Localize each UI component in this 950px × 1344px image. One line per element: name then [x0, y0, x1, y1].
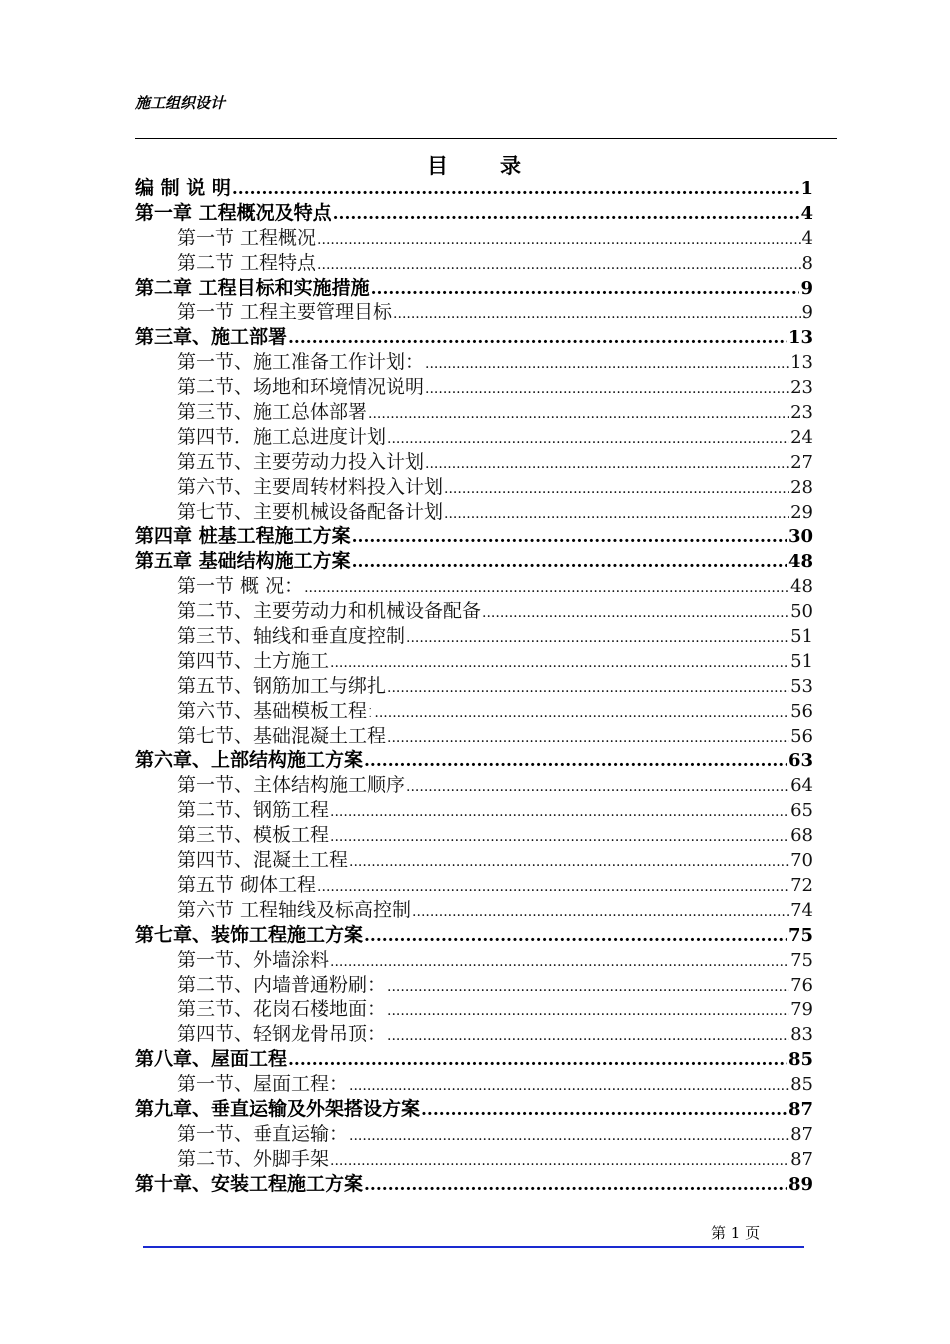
toc-section-entry[interactable] [135, 624, 813, 649]
toc-entry-label: 第六节、基础模板工程: [177, 699, 374, 722]
toc-entry-label: 第二节、钢筋工程 [177, 799, 330, 822]
toc-chapter-entry[interactable] [135, 549, 813, 574]
toc-section-entry[interactable] [135, 400, 813, 425]
toc-entry-label: 第三节、轴线和垂直度控制 [177, 625, 406, 648]
toc-entry-label: 第一节、施工准备工作计划： [177, 351, 425, 374]
toc-section-entry[interactable] [135, 350, 813, 375]
toc-dot-leader [304, 576, 789, 601]
toc-entry-label: 第五章 基础结构施工方案 [135, 550, 351, 573]
toc-entry-page: 87 [790, 1123, 813, 1145]
toc-dot-leader [232, 177, 800, 202]
toc-entry-page: 85 [787, 1049, 813, 1071]
toc-entry-page: 56 [790, 700, 813, 722]
toc-entry-label: 第一节 概 况： [177, 575, 304, 598]
toc-dot-leader [425, 377, 789, 402]
toc-section-entry[interactable] [135, 699, 813, 724]
toc-entry-page: 13 [787, 327, 813, 349]
toc-chapter-entry[interactable] [135, 176, 813, 201]
toc-entry-page: 65 [790, 800, 813, 822]
toc-dot-leader [330, 651, 789, 676]
toc-dot-leader [444, 477, 789, 502]
toc-dot-leader [349, 1124, 789, 1149]
toc-dot-leader [387, 999, 789, 1024]
toc-section-entry[interactable] [135, 848, 813, 873]
toc-entry-page: 30 [787, 526, 813, 548]
toc-entry-label: 第五节、主要劳动力投入计划 [177, 450, 425, 473]
toc-entry-label: 第一节 工程主要管理目标 [177, 301, 393, 324]
toc-entry-page: 83 [790, 1024, 813, 1046]
toc-section-entry[interactable] [135, 649, 813, 674]
toc-section-entry[interactable] [135, 823, 813, 848]
toc-chapter-entry[interactable] [135, 748, 813, 773]
toc-entry-page: 9 [800, 277, 813, 299]
toc-entry-label: 第四节、轻钢龙骨吊顶： [177, 1023, 387, 1046]
toc-section-entry[interactable] [135, 375, 813, 400]
toc-dot-leader [330, 825, 789, 850]
toc-dot-leader [387, 975, 789, 1000]
toc-section-entry[interactable] [135, 226, 813, 251]
toc-entry-page: 64 [790, 775, 813, 797]
header-rule [135, 138, 837, 139]
toc-entry-label: 第二节、场地和环境情况说明 [177, 376, 425, 399]
toc-entry-label: 第五节 砌体工程 [177, 873, 317, 896]
toc-dot-leader [349, 850, 789, 875]
toc-entry-page: 68 [790, 825, 813, 847]
footer-rule [143, 1246, 804, 1248]
footer-page-number: 第 1 页 [711, 1224, 761, 1242]
toc-dot-leader [387, 427, 789, 452]
toc-section-entry[interactable] [135, 798, 813, 823]
toc-chapter-entry[interactable] [135, 1172, 813, 1197]
toc-entry-label: 第四章 桩基工程施工方案 [135, 525, 351, 548]
toc-entry-label: 第一节、外墙涂料 [177, 948, 330, 971]
toc-entry-page: 75 [787, 924, 813, 946]
toc-entry-label: 第一章 工程概况及特点 [135, 201, 332, 224]
toc-dot-leader [288, 326, 787, 351]
table-of-contents [135, 176, 813, 1197]
document-header-title: 施工组织设计 [135, 94, 226, 112]
toc-entry-page: 27 [790, 451, 813, 473]
toc-dot-leader [288, 1048, 787, 1073]
toc-section-entry[interactable] [135, 1122, 813, 1147]
toc-entry-page: 50 [790, 601, 813, 623]
toc-entry-page: 29 [790, 501, 813, 523]
toc-dot-leader [364, 749, 787, 774]
toc-dot-leader [406, 626, 789, 651]
toc-dot-leader [387, 1024, 789, 1049]
toc-entry-page: 13 [790, 352, 813, 374]
toc-chapter-entry[interactable] [135, 1047, 813, 1072]
toc-entry-label: 第八章、屋面工程 [135, 1048, 288, 1071]
toc-section-entry[interactable] [135, 724, 813, 749]
toc-entry-label: 第三章、施工部署 [135, 326, 288, 349]
toc-section-entry[interactable] [135, 450, 813, 475]
toc-entry-label: 第九章、垂直运输及外架搭设方案 [135, 1097, 421, 1120]
toc-entry-label: 第四节、土方施工 [177, 649, 330, 672]
toc-entry-label: 第六节、主要周转材料投入计划 [177, 475, 444, 498]
toc-entry-page: 87 [787, 1098, 813, 1120]
toc-entry-page: 63 [787, 750, 813, 772]
toc-entry-page: 24 [790, 426, 813, 448]
toc-entry-label: 第五节、钢筋加工与绑扎 [177, 674, 387, 697]
toc-dot-leader [317, 253, 801, 278]
toc-entry-label: 第二章 工程目标和实施措施 [135, 276, 370, 299]
toc-entry-page: 85 [790, 1074, 813, 1096]
toc-entry-page: 56 [790, 725, 813, 747]
toc-section-entry[interactable] [135, 599, 813, 624]
toc-entry-label: 第七章、装饰工程施工方案 [135, 923, 364, 946]
toc-entry-label: 编 制 说 明 [135, 177, 231, 199]
toc-dot-leader [425, 452, 789, 477]
toc-dot-leader [421, 1098, 787, 1123]
toc-section-entry[interactable] [135, 674, 813, 699]
toc-chapter-entry[interactable] [135, 1097, 813, 1122]
toc-dot-leader [374, 701, 789, 726]
toc-entry-label: 第三节、施工总体部署 [177, 401, 368, 424]
toc-entry-page: 23 [790, 402, 813, 424]
toc-dot-leader [352, 525, 787, 550]
toc-entry-label: 第四节．施工总进度计划 [177, 425, 387, 448]
toc-section-entry[interactable] [135, 425, 813, 450]
toc-dot-leader [330, 950, 789, 975]
toc-section-entry[interactable] [135, 997, 813, 1022]
toc-dot-leader [368, 402, 789, 427]
toc-entry-page: 9 [801, 302, 813, 324]
toc-dot-leader [364, 924, 787, 949]
toc-entry-page: 4 [801, 227, 813, 249]
toc-entry-page: 51 [790, 650, 813, 672]
toc-section-entry[interactable] [135, 773, 813, 798]
toc-entry-label: 第六章、上部结构施工方案 [135, 749, 364, 772]
toc-entry-page: 70 [790, 850, 813, 872]
toc-dot-leader [387, 726, 789, 751]
toc-title-right: 录 [500, 154, 523, 178]
toc-section-entry[interactable] [135, 251, 813, 276]
toc-entry-label: 第四节、混凝土工程 [177, 849, 349, 872]
toc-dot-leader [425, 352, 789, 377]
toc-entry-label: 第一节、垂直运输： [177, 1122, 349, 1145]
toc-dot-leader [317, 875, 789, 900]
toc-entry-page: 8 [801, 252, 813, 274]
toc-dot-leader [333, 202, 800, 227]
toc-entry-label: 第二节、外脚手架 [177, 1147, 330, 1170]
toc-dot-leader [387, 676, 789, 701]
toc-dot-leader [352, 550, 787, 575]
toc-dot-leader [364, 1173, 787, 1198]
toc-title-left: 目 [427, 154, 450, 178]
toc-entry-page: 28 [790, 476, 813, 498]
toc-section-entry[interactable] [135, 1022, 813, 1047]
toc-section-entry[interactable] [135, 574, 813, 599]
toc-dot-leader [371, 277, 800, 302]
toc-dot-leader [349, 1074, 789, 1099]
toc-entry-page: 51 [790, 626, 813, 648]
toc-entry-page: 53 [790, 675, 813, 697]
toc-entry-page: 89 [787, 1173, 813, 1195]
toc-entry-label: 第一节 工程概况 [177, 226, 317, 249]
toc-entry-page: 1 [800, 178, 813, 199]
toc-chapter-entry[interactable] [135, 524, 813, 549]
toc-entry-page: 48 [790, 576, 813, 598]
toc-entry-label: 第三节、花岗石楼地面： [177, 998, 387, 1021]
toc-dot-leader [482, 601, 789, 626]
toc-entry-label: 第二节 工程特点 [177, 251, 317, 274]
toc-entry-page: 79 [790, 999, 813, 1021]
toc-section-entry[interactable] [135, 1072, 813, 1097]
toc-section-entry[interactable] [135, 1147, 813, 1172]
toc-chapter-entry[interactable] [135, 201, 813, 226]
toc-section-entry[interactable] [135, 475, 813, 500]
toc-dot-leader [406, 775, 789, 800]
toc-entry-label: 第一节、主体结构施工顺序 [177, 774, 406, 797]
toc-entry-label: 第六节 工程轴线及标高控制 [177, 898, 412, 921]
toc-chapter-entry[interactable] [135, 325, 813, 350]
toc-entry-page: 23 [790, 377, 813, 399]
toc-section-entry[interactable] [135, 973, 813, 998]
toc-dot-leader [393, 302, 801, 327]
toc-entry-page: 4 [800, 202, 813, 224]
toc-entry-label: 第二节、主要劳动力和机械设备配备 [177, 600, 482, 623]
toc-section-entry[interactable] [135, 300, 813, 325]
toc-entry-label: 第十章、安装工程施工方案 [135, 1172, 364, 1195]
toc-chapter-entry[interactable] [135, 923, 813, 948]
toc-entry-label: 第七节、基础混凝土工程 [177, 724, 387, 747]
toc-dot-leader [330, 800, 789, 825]
toc-section-entry[interactable] [135, 948, 813, 973]
toc-dot-leader [444, 502, 789, 527]
toc-dot-leader [317, 228, 801, 253]
toc-entry-label: 第三节、模板工程 [177, 824, 330, 847]
toc-entry-label: 第七节、主要机械设备配备计划 [177, 500, 444, 523]
toc-section-entry[interactable] [135, 500, 813, 525]
toc-entry-page: 87 [790, 1148, 813, 1170]
toc-entry-page: 75 [790, 949, 813, 971]
toc-entry-page: 76 [790, 974, 813, 996]
toc-section-entry[interactable] [135, 873, 813, 898]
toc-entry-page: 72 [790, 874, 813, 896]
toc-entry-label: 第二节、内墙普通粉刷： [177, 973, 387, 996]
toc-entry-page: 74 [790, 899, 813, 921]
toc-dot-leader [330, 1149, 789, 1174]
toc-chapter-entry[interactable] [135, 276, 813, 301]
toc-dot-leader [412, 900, 789, 925]
toc-entry-page: 48 [787, 551, 813, 573]
toc-section-entry[interactable] [135, 898, 813, 923]
toc-entry-label: 第一节、屋面工程： [177, 1073, 349, 1096]
